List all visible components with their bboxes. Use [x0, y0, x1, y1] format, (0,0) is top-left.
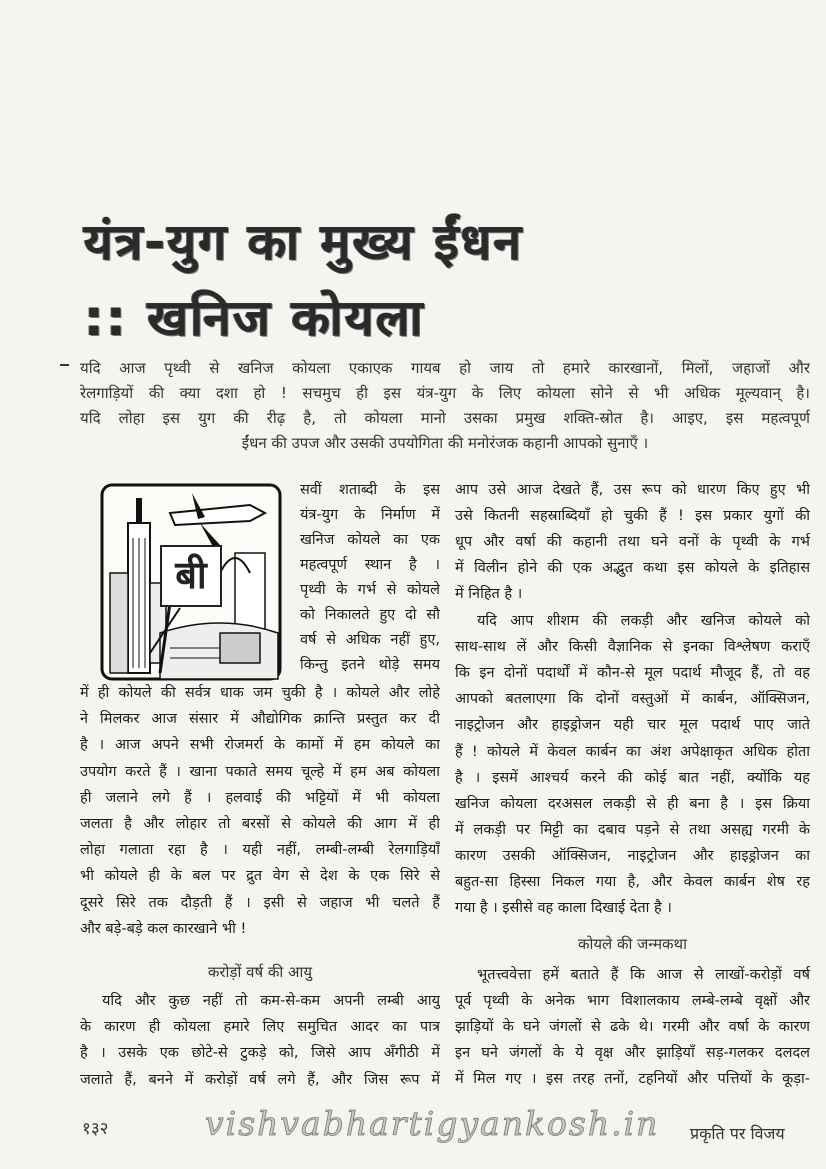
- left-text-line: जलता है और लोहार तो बरसों से कोयले की आग में ही: [80, 816, 440, 832]
- right-text-line: आपको बतलाएगा कि दोनों वस्तुओं में कार्बन, ऑक्सिजन,: [455, 691, 810, 708]
- left-text-line: और बड़े-बड़े कल कारखाने भी !: [80, 920, 247, 937]
- left-text-line: यंत्र-युग के निर्माण में: [300, 507, 440, 523]
- right-text-line: उसे कितनी सहस्राब्दियाँ हो चुकी हैं ! इस प्रकार युगों की: [455, 508, 810, 525]
- left-text-line: लोहा गलाता रहा है । यही नहीं, लम्बी-लम्बी रेलगाड़ियाँ: [80, 842, 440, 859]
- left-text-line: पृथ्वी के गर्भ से कोयले: [300, 582, 440, 598]
- left-text-line: वर्ष से अधिक नहीं हुए,: [300, 632, 440, 648]
- left-text-line: यदि और कुछ नहीं तो कम-से-कम अपनी लम्बी आयु: [102, 993, 440, 1009]
- left-text-line: उपयोग करते हैं । खाना पकाते समय चूल्हे में हम अब कोयला: [80, 763, 440, 780]
- intro-line: ईंधन की उपज और उसकी उपयोगिता की मनोरंजक कहानी आपको सुनाएँ ।: [241, 434, 649, 452]
- right-text-line: में विलीन होने की एक अद्भुत कथा इस कोयले के इतिहास: [455, 560, 810, 577]
- right-text-line: नाइट्रोजन और हाइड्रोजन यही चार मूल पदार्थ पाए जाते: [455, 717, 810, 734]
- left-text-line: ही जलाने लगे हैं । हलवाई की भट्टियों में भी कोयला: [80, 789, 440, 806]
- right-text-line: कारण उसकी ऑक्सिजन, नाइट्रोजन और हाइड्रोजन का: [455, 847, 810, 864]
- right-text-line: गया है । इसीसे वह काला दिखाई देता है ।: [455, 900, 672, 917]
- left-text-line: दूसरे सिरे तक दौड़ती हैं । इसी से जहाज भी चलते हैं: [80, 894, 440, 911]
- right-text-line: में लकड़ी पर मिट्टी का दबाव पड़ने से तथा असह्य गरमी के: [455, 821, 810, 838]
- right-text-line: धूप और वर्षा की कहानी तथा घने वनों के पृथ्वी के गर्भ: [455, 534, 810, 551]
- left-text-line: है । आज अपने सभी रोजमर्रा के कामों में हम कोयले का: [80, 737, 440, 754]
- right-text-line: साथ-साथ लें और किसी वैज्ञानिक से इनका विश्लेषण कराएँ: [455, 639, 810, 656]
- right-text-line: आप उसे आज देखते हैं, उस रूप को धारण किए हुए भी: [455, 482, 810, 498]
- left-text-line: भी कोयले ही के बल पर द्रुत वेग से देश के एक सिरे से: [80, 868, 440, 885]
- right-text-line: भूतत्त्ववेत्ता हमें बताते हैं कि आज से लाखों-करोड़ों वर्ष: [477, 967, 810, 983]
- right-text-line: हैं ! कोयले में केवल कार्बन का अंश अपेक्षाकृत अधिक होता: [455, 743, 810, 760]
- left-text-line: सवीं शताब्दी के इस: [300, 482, 440, 498]
- right-text-line: झाड़ियों के घने जंगलों से ढके थे। गरमी और वर्षा के कारण: [455, 1019, 810, 1036]
- intro-line: यदि लोहा इस युग की रीढ़ है, तो कोयला मानो उसका प्रमुख शक्ति-स्रोत है। आइए, इस महत्वपूर्ण: [80, 409, 810, 427]
- left-text-line: है । उसके एक छोटे-से टुकड़े को, जिसे आप अँगीठी में: [80, 1045, 440, 1062]
- right-text-line: कि इन दोनों पदार्थों में कौन-से मूल पदार्थ मौजूद हैं, तो वह: [455, 665, 810, 682]
- left-text-line: जलाते हैं, बनने में करोड़ों वर्ष लगे हैं, और जिस रूप में: [80, 1071, 440, 1088]
- right-text-line: इन घने जंगलों के ये वृक्ष और झाड़ियाँ सड़-गलकर दलदल: [455, 1045, 810, 1062]
- right-text-line: पूर्व पृथ्वी के अनेक भाग विशालकाय लम्बे-लम्बे वृक्षों और: [455, 993, 810, 1010]
- left-text-line: किन्तु इतने थोड़े समय: [300, 657, 440, 673]
- right-text-line: है । इसमें आश्चर्य करने की कोई बात नहीं, क्योंकि यह: [455, 769, 810, 786]
- drop-cap: बी: [160, 545, 222, 607]
- running-footer-title: प्रकृति पर विजय: [690, 1124, 785, 1143]
- left-text-line: महत्वपूर्ण स्थान है ।: [300, 557, 440, 573]
- right-text-line: खनिज कोयला दरअसल लकड़ी से ही बना है । इस क्रिया: [455, 795, 810, 812]
- chapter-title-line1: यंत्र-युग का मुख्य ईंधन: [84, 213, 524, 271]
- watermark: vishvabhartigyankosh.in: [205, 1104, 660, 1143]
- section-heading-origin: कोयले की जन्मकथा: [577, 935, 688, 953]
- right-text-line: यदि आप शीशम की लकड़ी और खनिज कोयले को: [477, 613, 810, 629]
- left-text-line: ने मिलकर आज संसार में औद्योगिक क्रान्ति प्रस्तुत कर दी: [80, 711, 440, 728]
- left-text-line: में ही कोयले की सर्वत्र धाक जम चुकी है । कोयले और लोहे: [80, 685, 440, 701]
- left-text-line: खनिज कोयले का एक: [300, 532, 440, 548]
- intro-line: रेलगाड़ियों की क्या दशा हो ! सचमुच ही इस यंत्र-युग के लिए कोयला सोने से भी अधिक मूल्यवान् है।: [80, 384, 810, 402]
- right-text-line: में मिल गए । इस तरह तनों, टहनियों और पत्तियों के कूड़ा-: [455, 1071, 810, 1088]
- left-text-line: को निकालते हुए दो सौ: [300, 607, 440, 623]
- right-text-line: बहुत-सा हिस्सा निकल गया है, और केवल कार्बन शेष रह: [455, 874, 810, 890]
- section-heading-age: करोड़ों वर्ष की आयु: [207, 963, 313, 981]
- right-text-line: में निहित है ।: [455, 586, 523, 603]
- chapter-title-line2: :: खनिज कोयला: [84, 289, 425, 347]
- margin-mark: [60, 364, 69, 366]
- intro-line: यदि आज पृथ्वी से खनिज कोयला एकाएक गायब हो जाय तो हमारे कारखानों, मिलों, जहाजों और: [80, 359, 810, 377]
- page-number: १३२: [82, 1119, 109, 1139]
- left-text-line: के कारण ही कोयला हमारे लिए समुचित आदर का पात्र: [80, 1019, 440, 1036]
